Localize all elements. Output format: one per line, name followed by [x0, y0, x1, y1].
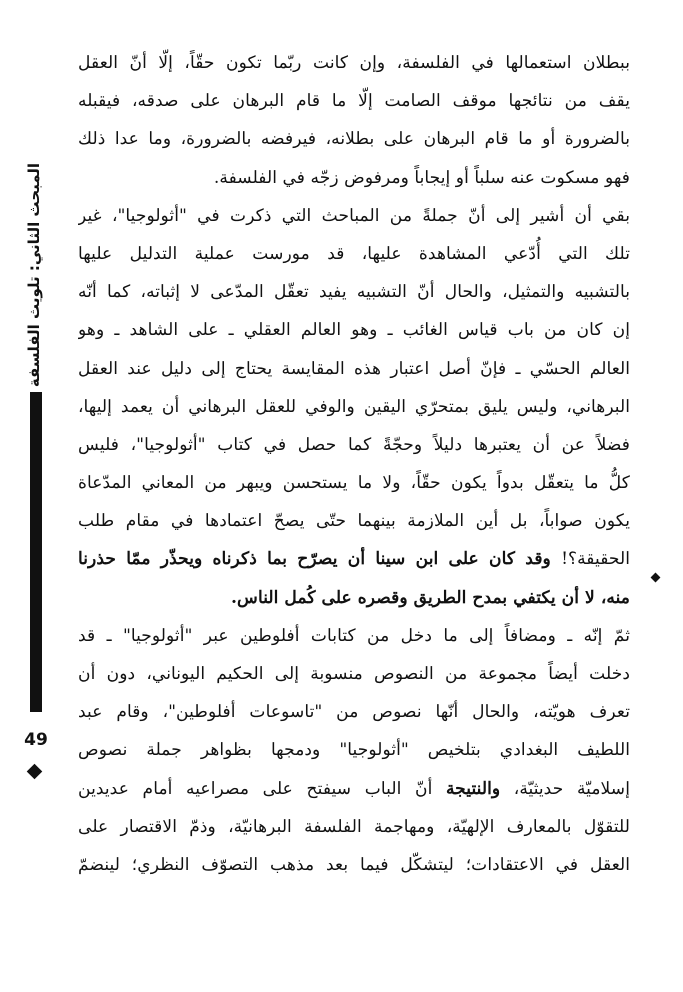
text-line: ثمّ إنّه ـ ومضافاً إلى ما دخل من كتابات أفلوطين عبر "أثولوجيا" ـ قد	[78, 625, 630, 646]
text-line: إن كان من باب قياس الغائب ـ وهو العالم العقلي ـ على الشاهد ـ وهو	[78, 320, 630, 341]
text-line: بالضرورة أو ما قام البرهان على بطلانه، فيرفضه بالضرورة، وما عدا ذلك	[78, 129, 630, 150]
bold-text-run: وقد كان على ابن سينا أن يصرّح بما ذكرناه ويحذّر ممّا حذرنا	[78, 549, 562, 570]
running-head-text: المبحث الثاني: تلويث الفلسفة	[25, 162, 44, 388]
text-line: تعرف هويّته، والحال أنّها نصوص من "تاسوعات أفلوطين"، وقام عبد	[78, 702, 630, 723]
text-line: البرهاني، وليس يليق بمتحرّي اليقين والوفي للعقل البرهاني أن يعمد إليها،	[78, 396, 630, 417]
text-line: تلك التي أُدّعي المشاهدة عليها، قد مورست عملية التدليل عليها	[78, 243, 630, 264]
page-number: 49	[24, 730, 48, 750]
text-line: العالم الحسّي ـ فإنّ أصل اعتبار هذه المقايسة يحتاج إلى دليل عند العقل	[78, 358, 630, 379]
text-line-bold	[78, 579, 630, 617]
body-text	[78, 44, 630, 884]
text-line: يقف من نتائجها موقف الصامت إلّا ما قام البرهان على صدقه، فيقبله	[78, 91, 630, 112]
text-line: بالتشبيه والتمثيل، والحال أنّ التشبيه يفيد تعقّل المدّعى لا إثباته، كما أنّه	[78, 282, 630, 303]
text-line-mixed	[78, 540, 630, 578]
text-line: فهو مسكوت عنه سلباً أو إيجاباً ومرفوض زجّه في الفلسفة.	[213, 167, 630, 188]
text-run: الحقيقة؟!	[561, 549, 630, 570]
bold-text-run: والنتيجة	[445, 778, 501, 799]
text-line: كلُّ ما يتعقّل بدواً يكون حقّاً، ولا ما يستحسن ويبهر من المعاني المدّعاة	[78, 473, 630, 494]
text-line: ببطلان استعمالها في الفلسفة، وإن كانت ربّما تكون حقّاً، إلّا أنّ العقل	[78, 53, 630, 73]
text-run: أنّ الباب سيفتح على مصراعيه أمام عديدين	[78, 778, 446, 799]
bold-text-run: منه، لا أن يكتفي بمدح الطريق وقصره على كُمل الناس.	[231, 587, 630, 608]
diamond-ornament-icon	[27, 764, 43, 780]
text-line: العقل في الاعتقادات؛ ليتشكّل فيما بعد مذهب التصوّف النظري؛ لينضمّ	[78, 854, 630, 875]
text-line: للتقوّل بالمعارف الإلهيّة، ومهاجمة الفلسفة البرهانيّة، وذمّ الاقتصار على	[78, 816, 630, 837]
margin-marker-icon	[651, 573, 661, 583]
text-line: دخلت أيضاً مجموعة من النصوص منسوبة إلى الحكيم اليوناني، دون أن	[78, 664, 630, 684]
text-line-mixed	[78, 770, 630, 808]
running-head	[22, 160, 46, 390]
text-line: اللطيف البغدادي بتلخيص "أثولوجيا" ودمجها بظواهر جملة نصوص	[78, 740, 630, 761]
text-run: إسلاميّة حديثيّة،	[500, 778, 630, 799]
text-line: بقي أن أشير إلى أنّ جملةً من المباحث التي ذكرت في "أثولوجيا"، غير	[78, 205, 630, 226]
side-bar-decoration	[30, 392, 42, 712]
text-line: يكون صواباً، بل أين الملازمة بينهما حتّى يصحّ اعتمادها في مقام طلب	[78, 511, 630, 532]
text-line: فضلاً عن أن يعتبرها دليلاً وحجّةً كما حصل في كتاب "أثولوجيا"، فليس	[78, 434, 630, 455]
